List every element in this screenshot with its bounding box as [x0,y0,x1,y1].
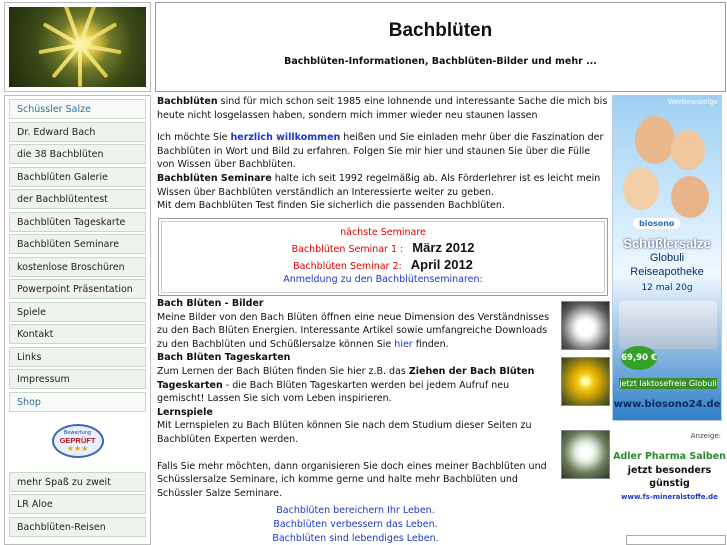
nav-item-38-bachblueten[interactable]: die 38 Bachblüten [9,144,146,164]
section-bilder-text: Meine Bilder von den Bach Blüten öffnen eine neue Dimension des Verständnisses zu den Bach Blüten Energien. Interessante Artikel sowie umfangreiche Downloads zu den Bachblüten und Schüßlersalze können Sie [157,311,550,350]
section-lernspiele-text: Mit Lernspielen zu Bach Blüten können Sie nach dem Studium dieser Seiten zu Bachblüten Experten werden. [157,420,532,445]
rating-badge[interactable] [52,424,104,458]
section-tageskarten [157,351,612,405]
nav-item-kontakt[interactable]: Kontakt [9,324,146,344]
nav-item-spiele[interactable]: Spiele [9,302,146,322]
section-bilder [157,297,612,351]
intro-text-3: halte ich seit 1992 regelmäßig ab. Als Förderlehrer ist es leicht mein Wissen über Bachblüten verständlich an Interessierte weiter zu geben. [157,172,601,198]
site-subtitle: Bachblüten-Informationen, Bachblüten-Bilder und mehr ... [284,56,597,67]
biosono-ad-banner[interactable] [612,95,722,421]
ad-line-2: Globuli [649,252,685,264]
site-title: Bachblüten [388,20,493,41]
ad-column [612,95,727,545]
nav-item-broschueren[interactable]: kostenlose Broschüren [9,257,146,277]
ad-person-face [671,176,709,218]
intro-paragraph-3 [157,172,609,199]
header-photo-frame [4,2,151,92]
section-lernspiele [157,406,612,501]
slogan-1[interactable]: Bachblüten bereichern Ihr Leben. [276,505,435,517]
badge-stars: ★★★ [66,443,89,453]
header-flower-image [9,7,146,87]
ad-tag: Werbeanzeige [668,98,718,106]
seminar-box [158,218,608,296]
ad-line-4: 12 mal 20g [641,283,693,293]
ad-price-badge: 69,90 € [621,346,657,370]
main-content [157,95,609,213]
ad-product-image [619,301,717,349]
nav-item-reisen[interactable]: Bachblüten-Reisen [9,517,146,537]
section-more-text: Falls Sie mehr möchten, dann organisieren Sie doch eines meiner Bachblüten und Schüsslersalze Seminare, ich komme gerne und halte mehr Bachblüten und Schüssler Salze Seminare. [157,460,547,499]
sections [157,297,612,545]
ad-line-3: Reiseapotheke [630,266,704,278]
badge-top-text: Bewertung [63,429,92,436]
section-bilder-title: Bach Blüten - Bilder [157,298,264,309]
seminar-signup-link[interactable]: Anmeldung zu den Bachblütenseminaren: [283,274,483,285]
white-flower-thumbnail[interactable] [561,301,610,350]
nav-item-mehr-spass[interactable]: mehr Spaß zu zweit [9,472,146,492]
intro-text-1: sind für mich schon seit 1985 eine lohnende und interessante Sache die mich bis heute nicht losgelassen haben, sondern mich immer wieder neu staunen lassen [157,96,608,121]
ad-person-face [635,116,675,164]
nav-item-tageskarte[interactable]: Bachblüten Tageskarte [9,212,146,232]
section-tageskarten-title: Bach Blüten Tageskarten [157,352,291,364]
nav-item-lr-aloe[interactable]: LR Aloe [9,494,146,514]
ad-url: www.biosono24.de [613,399,721,410]
nav-item-schuessler-salze[interactable]: Schüssler Salze [9,99,146,119]
ad-label: Anzeige: [690,432,721,440]
header [155,2,726,92]
intro-text-2b: heißen und Sie einladen mehr über die Faszination der Bachblüten in Wort und Bild zu erfahren. Folgen Sie mir hier und staunen Sie über die Fülle von Wissen über Bachblüten. [157,132,604,171]
ad-headline: Schüßlersalze [623,236,711,251]
ad-person-face [623,168,659,210]
slogan-3[interactable]: Bachblüten sind lebendiges Leben. [272,532,439,544]
nav-item-powerpoint[interactable]: Powerpoint Präsentation [9,279,146,299]
badge-main-text: GEPRÜFT [59,435,96,445]
nav-item-dr-edward-bach[interactable]: Dr. Edward Bach [9,122,146,142]
intro-paragraph-4: Mit dem Bachblüten Test finden Sie sicherlich die passenden Bachblüten. [157,200,505,212]
adler-url: www.fs-mineralstoffe.de [621,492,718,501]
seminar-heading: nächste Seminare [340,227,426,238]
section-bilder-end: finden. [412,338,449,350]
seminar-2-date: April 2012 [410,257,473,272]
intro-paragraph-1 [157,95,609,122]
ad-brand-logo: biosono [633,218,680,229]
section-tageskarten-text-a: Zum Lernen der Bach Blüten finden Sie hier z.B. das [157,365,409,377]
downloads-here-link[interactable]: hier [394,338,413,350]
nav-item-galerie[interactable]: Bachblüten Galerie [9,167,146,187]
nav-item-impressum[interactable]: Impressum [9,369,146,389]
slogans [157,504,554,545]
intro-bold-seminare: Bachblüten Seminare [157,172,272,184]
adler-line-2: jetzt besonders [627,464,712,476]
nav-item-shop[interactable]: Shop [9,392,146,412]
yellow-flower-thumbnail[interactable] [561,357,610,406]
ad-bottom-strip [626,535,726,545]
seminar-2-label: Bachblüten Seminar 2: [293,261,402,272]
welcome-link[interactable]: herzlich willkommen [230,132,341,144]
nav-item-seminare[interactable]: Bachblüten Seminare [9,234,146,254]
intro-paragraph-2 [157,131,609,172]
rating-badge-wrap [9,416,146,466]
ad-person-face [671,130,705,170]
adler-pharma-ad[interactable] [612,450,727,504]
intro-bold-bachblueten: Bachblüten [157,96,218,107]
tageskarten-ziehen[interactable]: Ziehen der Bach Blüten Tageskarten [157,365,535,391]
snowdrop-thumbnail[interactable] [561,430,610,479]
sidebar-nav [4,95,151,545]
adler-line-3: günstig [649,478,690,489]
section-tageskarten-text-b: - die Bach Blüten Tageskarten werden bei jedem Aufruf neu gemischt! Lassen Sie sich vom Leben inspirieren. [157,379,510,405]
seminar-1-date: März 2012 [412,240,475,255]
intro [157,95,609,213]
slogan-2[interactable]: Bachblüten verbessern das Leben. [273,518,438,530]
seminar-1-label: Bachblüten Seminar 1 : [291,244,404,255]
intro-text-2a: Ich möchte Sie [157,132,231,144]
section-lernspiele-title: Lernspiele [157,406,213,418]
nav-item-links[interactable]: Links [9,347,146,367]
ad-label-text: Anzeige [690,432,719,440]
nav-item-bachbluetentest[interactable]: der Bachblütentest [9,189,146,209]
adler-headline: Adler Pharma Salben [613,451,726,462]
ad-note: jetzt laktosefreie Globuli [619,379,717,388]
